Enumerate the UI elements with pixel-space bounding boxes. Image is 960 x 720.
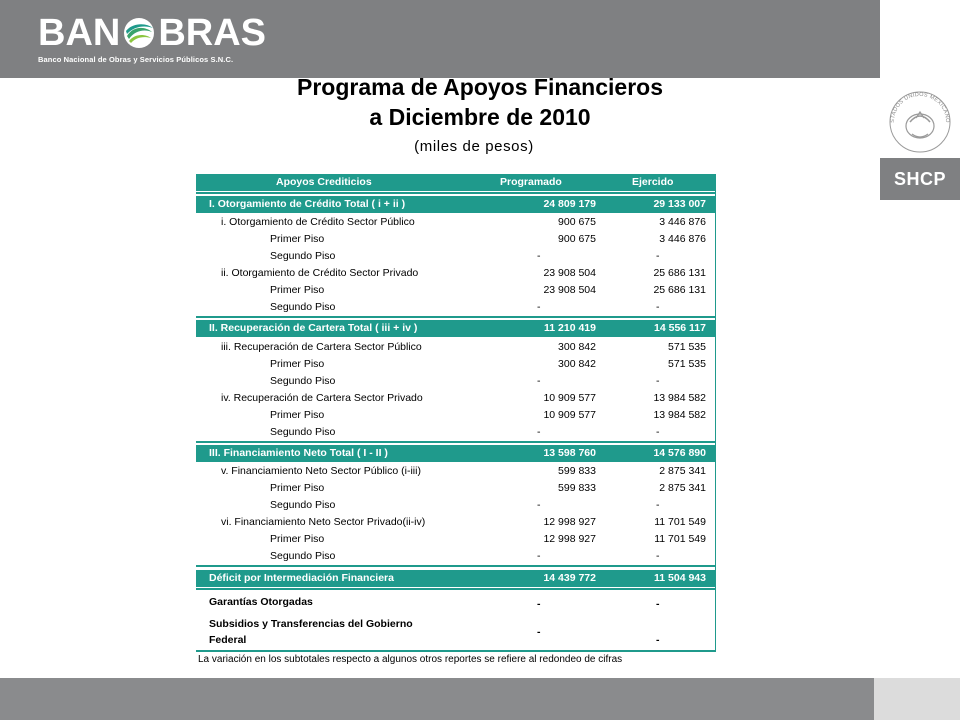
- table-row: Primer Piso 23 908 504 25 686 131: [270, 284, 706, 296]
- table-row: Primer Piso 10 909 577 13 984 582: [270, 409, 706, 421]
- divider: [196, 316, 716, 318]
- logo-subtitle: Banco Nacional de Obras y Servicios Públicos S.N.C.: [38, 55, 234, 64]
- banobras-logo: [38, 14, 266, 64]
- table-row: v. Financiamiento Neto Sector Público (i-iii) 599 833 2 875 341: [221, 465, 706, 477]
- table-row: Primer Piso 599 833 2 875 341: [270, 482, 706, 494]
- footer-bar: [0, 678, 874, 720]
- table-row: iii. Recuperación de Cartera Sector Público 300 842 571 535: [221, 341, 706, 353]
- table-header: [196, 174, 716, 191]
- divider: [196, 565, 716, 567]
- header-ejercido: Ejercido: [632, 176, 674, 188]
- table-row: ii. Otorgamiento de Crédito Sector Privado 23 908 504 25 686 131: [221, 267, 706, 279]
- table-row: Garantías Otorgadas - -: [209, 596, 660, 610]
- table-row: Segundo Piso - -: [270, 499, 660, 511]
- table-row: Segundo Piso - -: [270, 426, 660, 438]
- seal-text: STADOS UNIDOS MEXICANO: [889, 91, 951, 123]
- table-row: Segundo Piso - -: [270, 550, 660, 562]
- table-row: Segundo Piso - -: [270, 301, 660, 313]
- header-programado: Programado: [500, 176, 562, 188]
- table-row: III. Financiamiento Neto Total ( I - II ) 13 598 760 14 576 890: [196, 445, 716, 462]
- header-label: Apoyos Crediticios: [276, 176, 372, 188]
- logo-swirl-icon: [121, 16, 157, 50]
- table-right-border: [715, 174, 716, 652]
- divider: [196, 650, 716, 652]
- table-row: Primer Piso 900 675 3 446 876: [270, 233, 706, 245]
- table-row: Primer Piso 12 998 927 11 701 549: [270, 533, 706, 545]
- page-subtitle: (miles de pesos): [414, 138, 534, 155]
- table-row: II. Recuperación de Cartera Total ( iii + iv ) 11 210 419 14 556 117: [196, 320, 716, 337]
- divider: [196, 441, 716, 443]
- footer-corner: [874, 678, 960, 720]
- shcp-badge: SHCP: [880, 158, 960, 200]
- table-row: vi. Financiamiento Neto Sector Privado(ii-iv) 12 998 927 11 701 549: [221, 516, 706, 528]
- page-title-line1: Programa de Apoyos Financieros: [297, 74, 663, 100]
- mexico-seal-icon: [882, 82, 958, 158]
- table-row: I. Otorgamiento de Crédito Total ( i + ii ) 24 809 179 29 133 007: [196, 196, 716, 213]
- logo-word-left: BAN: [38, 12, 121, 54]
- table-row: i. Otorgamiento de Crédito Sector Público 900 675 3 446 876: [221, 216, 706, 228]
- table-row: Primer Piso 300 842 571 535: [270, 358, 706, 370]
- page-title-line2: a Diciembre de 2010: [369, 104, 591, 130]
- logo-word-right: BRAS: [158, 12, 267, 54]
- table-row: Segundo Piso - -: [270, 375, 660, 387]
- table-row: Subsidios y Transferencias del Gobierno Federal - -: [209, 618, 660, 646]
- table-row: Segundo Piso - -: [270, 250, 660, 262]
- table-row: Déficit por Intermediación Financiera 14 439 772 11 504 943: [196, 570, 716, 587]
- table-row: iv. Recuperación de Cartera Sector Privado 10 909 577 13 984 582: [221, 392, 706, 404]
- divider: [196, 588, 716, 590]
- footnote: La variación en los subtotales respecto a algunos otros reportes se refiere al redondeo de cifras: [198, 654, 623, 665]
- divider: [196, 192, 716, 194]
